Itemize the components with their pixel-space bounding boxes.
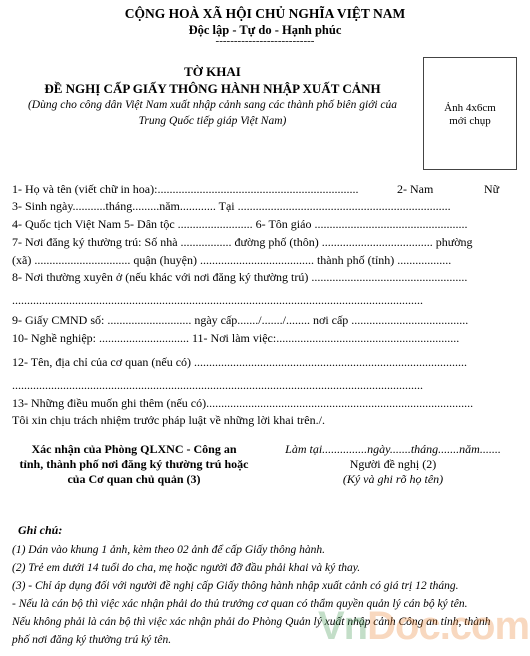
confirm-heading-2: tỉnh, thành phố nơi đăng ký thường trú hoặc (19, 457, 249, 471)
field-residence-cont: (xã) ................................ quận (huyện) ...................................... thành phố (tỉnh) .................. (12, 253, 452, 267)
field-gender-female: Nữ (484, 182, 500, 196)
field-gender-male: 2- Nam (397, 182, 434, 196)
field-agency-cont: ......................................................................................................................................... (12, 378, 423, 392)
form-subtitle-cont: Trung Quốc tiếp giáp Việt Nam) (138, 115, 287, 127)
form-subtitle: (Dùng cho công dân Việt Nam xuất nhập cảnh sang các thành phố biên giới của (27, 99, 398, 111)
field-agency: 12- Tên, địa chỉ của cơ quan (nếu có) ........................................................................................... (12, 355, 468, 369)
field-birth: 3- Sinh ngày...........tháng.........năm............ Tại ....................................................................... (12, 199, 451, 213)
country-heading: CỘNG HOÀ XÃ HỘI CHỦ NGHĨA VIỆT NAM (124, 6, 406, 21)
note-1: (1) Dán vào khung 1 ảnh, kèm theo 02 ảnh để cấp Giấy thông hành. (12, 544, 325, 556)
confirm-heading-3: của Cơ quan chủ quản (3) (67, 472, 201, 486)
notes-heading: Ghi chú: (18, 523, 63, 537)
note-5: Nếu không phải là cán bộ thì việc xác nhận phải do Phòng Quản lý xuất nhập cảnh Công an tỉnh, thành (12, 616, 491, 628)
watermark-logo: VnDoc.com (318, 604, 530, 648)
note-2: (2) Trẻ em dưới 14 tuổi do cha, mẹ hoặc người đỡ đầu phải khai và ký thay. (12, 562, 361, 574)
photo-box-label-2: mới chụp (449, 115, 491, 127)
signature-place-date: Làm tại...............ngày.......tháng.......năm....... (285, 442, 501, 456)
motto: Độc lập - Tự do - Hạnh phúc (188, 23, 342, 37)
photo-box-label: Ảnh 4x6cm (444, 102, 496, 114)
field-nationality: 4- Quốc tịch Việt Nam 5- Dân tộc ......................... 6- Tôn giáo ................................................... (12, 217, 468, 231)
form-main-title: ĐỀ NGHỊ CẤP GIẤY THÔNG HÀNH NHẬP XUẤT CẢNH (44, 81, 381, 96)
field-full-name: 1- Họ và tên (viết chữ in hoa):................................................................... (12, 182, 359, 196)
confirm-heading: Xác nhận của Phòng QLXNC - Công an (31, 442, 237, 456)
signature-applicant: Người đề nghị (2) (349, 457, 437, 471)
field-notes: 13- Những điều muốn ghi thêm (nếu có)......................................................................................... (12, 396, 474, 410)
field-current-address-cont: ......................................................................................................................................... (12, 293, 423, 307)
pledge-text: Tôi xin chịu trách nhiệm trước pháp luật về những lời khai trên./. (12, 413, 325, 427)
note-3: (3) - Chỉ áp dụng đối với người đề nghị cấp Giấy thông hành nhập xuất cảnh có giá trị 12 tháng. (12, 580, 459, 592)
signature-note: (Ký và ghi rõ họ tên) (342, 472, 444, 486)
motto-rule: --------------------------- (215, 35, 315, 47)
note-4: - Nếu là cán bộ thì việc xác nhận phải do thủ trưởng cơ quan có thẩm quyền quản lý cán bộ ký tên. (12, 598, 468, 610)
form-title: TỜ KHAI (184, 64, 241, 79)
field-residence: 7- Nơi đăng ký thường trú: Số nhà ................. đường phố (thôn) ..................................... phường (12, 235, 473, 249)
field-current-address: 8- Nơi thường xuyên ở (nếu khác với nơi đăng ký thường trú) .................................................... (12, 270, 468, 284)
field-occupation: 10- Nghề nghiệp: .............................. 11- Nơi làm việc:............................................................. (12, 331, 460, 345)
note-6: phố nơi đăng ký thường trú ký tên. (12, 634, 172, 646)
field-id-card: 9- Giấy CMND số: ............................ ngày cấp......./......./........ nơi cấp ....................................... (12, 313, 469, 327)
photo-box (423, 57, 517, 170)
